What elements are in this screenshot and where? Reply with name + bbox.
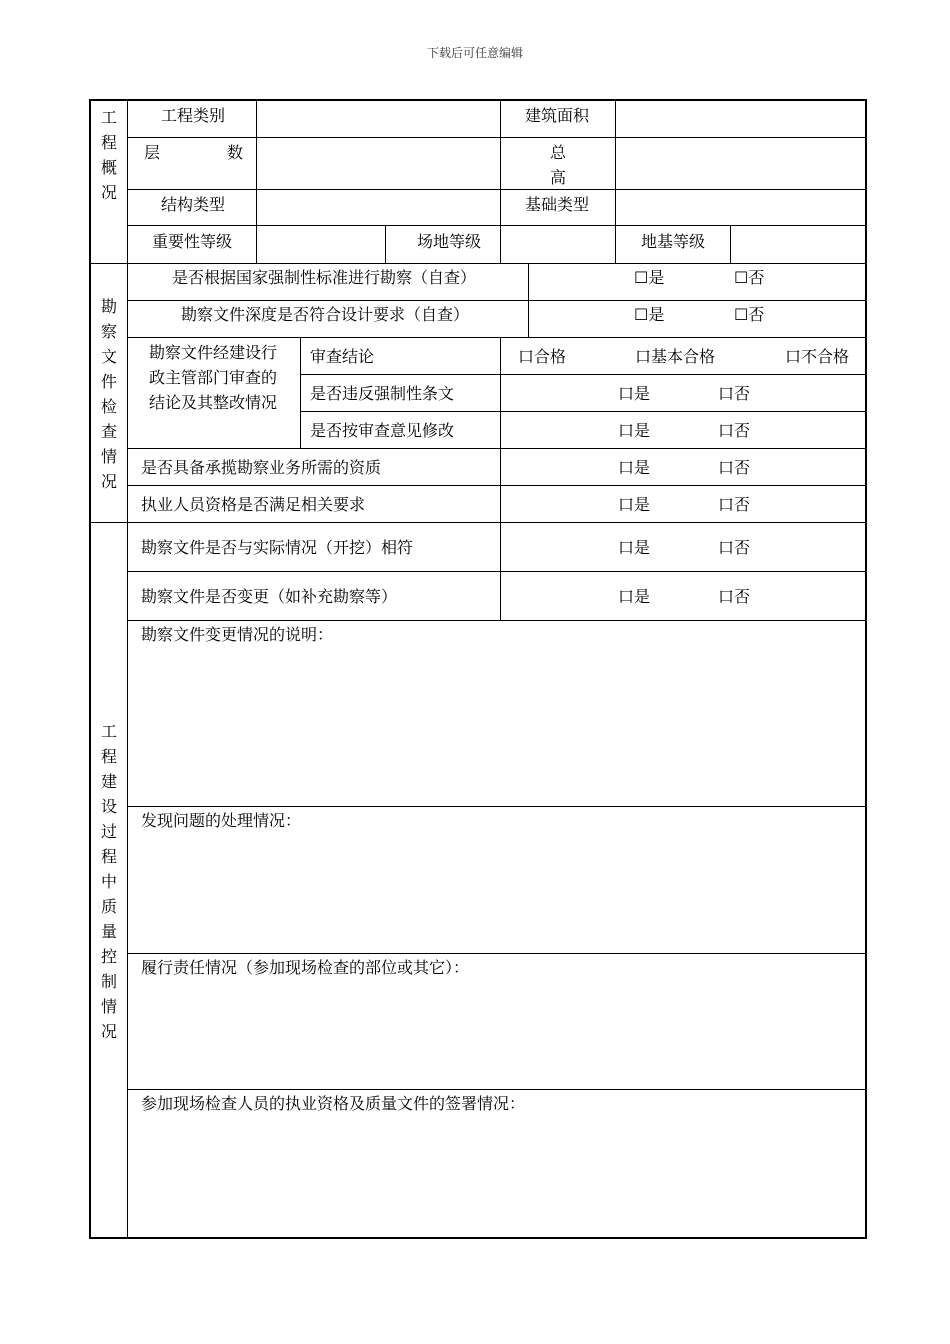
rule [500, 225, 501, 263]
problem-label: 发现问题的处理情况： [141, 811, 302, 830]
q1-yes-option[interactable]: ☐是 [634, 268, 665, 287]
personnel-label: 执业人员资格是否满足相关要求 [141, 495, 366, 514]
review-label: 勘察文件经建设行政主管部门审查的结论及其整改情况 [149, 343, 278, 412]
rule [91, 522, 867, 523]
site-level-label: 场地等级 [417, 232, 482, 251]
rule [385, 225, 386, 263]
qualification-yes-option[interactable]: 口是 [618, 458, 651, 477]
rule [528, 263, 529, 337]
review-basic-pass-option[interactable]: 口基本合格 [635, 347, 716, 366]
signing-label: 参加现场检查人员的执业资格及质量文件的签署情况： [141, 1094, 526, 1113]
project-type-label: 工程类别 [161, 106, 226, 125]
changed-no-option[interactable]: 口否 [718, 587, 751, 606]
rule [127, 485, 867, 486]
rule [300, 337, 301, 448]
rule [730, 225, 731, 263]
section-process-label: 工程建设过程中质量控制情况 [100, 722, 117, 1041]
personnel-no-option[interactable]: 口否 [718, 495, 751, 514]
ground-level-label: 地基等级 [641, 232, 706, 251]
rule [127, 953, 867, 954]
total-height-label-b: 高 [550, 168, 567, 187]
rule [127, 225, 867, 226]
changed-label: 勘察文件是否变更（如补充勘察等） [141, 587, 398, 606]
survey-inspection-form [89, 99, 867, 1239]
violate-yes-option[interactable]: 口是 [618, 384, 651, 403]
rule [300, 374, 867, 375]
violate-no-option[interactable]: 口否 [718, 384, 751, 403]
rule [127, 806, 867, 807]
qualification-no-option[interactable]: 口否 [718, 458, 751, 477]
rule [127, 1089, 867, 1090]
rule [127, 337, 867, 338]
rule [256, 225, 257, 263]
header-note: 下载后可任意编辑 [426, 46, 523, 60]
rule [127, 448, 867, 449]
duty-label: 履行责任情况（参加现场检查的部位或其它）： [141, 958, 470, 977]
foundation-type-label: 基础类型 [525, 195, 590, 214]
review-pass-option[interactable]: 口合格 [518, 347, 567, 366]
rule [300, 411, 867, 412]
rule [127, 101, 128, 1237]
rule [256, 101, 257, 225]
rule [500, 101, 501, 225]
match-yes-option[interactable]: 口是 [618, 538, 651, 557]
floors-label-b: 数 [227, 143, 244, 162]
structure-type-label: 结构类型 [161, 195, 226, 214]
match-label: 勘察文件是否与实际情况（开挖）相符 [141, 538, 414, 557]
section-doc-check-label: 勘察文件检查情况 [100, 297, 117, 491]
modified-yes-option[interactable]: 口是 [618, 421, 651, 440]
changed-yes-option[interactable]: 口是 [618, 587, 651, 606]
rule [615, 225, 616, 263]
violate-label: 是否违反强制性条文 [310, 384, 455, 403]
rule [500, 522, 501, 620]
rule [500, 337, 501, 522]
review-conclusion-label: 审查结论 [310, 347, 375, 366]
q2-yes-option[interactable]: ☐是 [634, 305, 665, 324]
personnel-yes-option[interactable]: 口是 [618, 495, 651, 514]
rule [615, 101, 616, 225]
rule [91, 263, 867, 264]
match-no-option[interactable]: 口否 [718, 538, 751, 557]
change-desc-label: 勘察文件变更情况的说明： [141, 625, 334, 644]
rule [127, 620, 867, 621]
q2-no-option[interactable]: ☐否 [734, 305, 765, 324]
doc-check-q2: 勘察文件深度是否符合设计要求（自查） [181, 305, 470, 324]
importance-level-label: 重要性等级 [152, 232, 233, 251]
building-area-label: 建筑面积 [525, 106, 590, 125]
rule [127, 189, 867, 190]
doc-check-q1: 是否根据国家强制性标准进行勘察（自查） [172, 268, 477, 287]
rule [127, 137, 867, 138]
total-height-label-a: 总 [550, 143, 567, 162]
review-fail-option[interactable]: 口不合格 [785, 347, 850, 366]
modified-no-option[interactable]: 口否 [718, 421, 751, 440]
floors-label-a: 层 [144, 143, 161, 162]
rule [127, 300, 867, 301]
section-overview-label: 工程概况 [100, 108, 117, 202]
rule [127, 571, 867, 572]
qualification-label: 是否具备承揽勘察业务所需的资质 [141, 458, 382, 477]
modified-label: 是否按审查意见修改 [310, 421, 455, 440]
q1-no-option[interactable]: ☐否 [734, 268, 765, 287]
